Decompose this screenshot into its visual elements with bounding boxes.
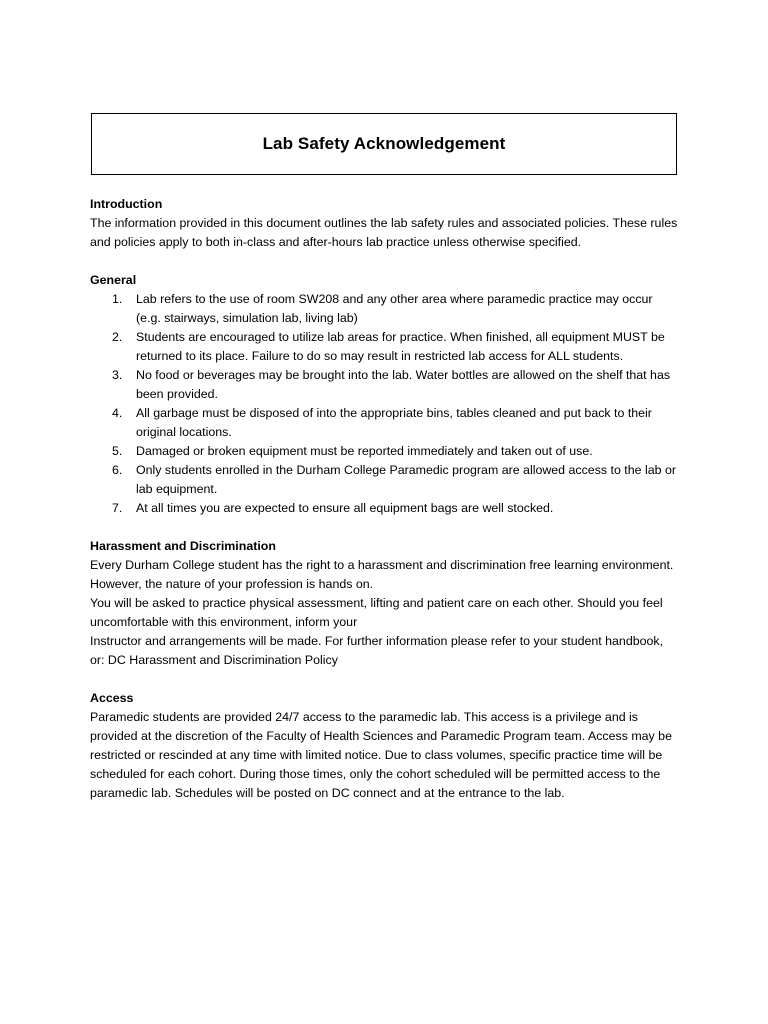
list-item-number: 3. [112, 368, 123, 382]
section-heading: General [90, 273, 137, 287]
list-item-text: Damaged or broken equipment must be reported immediately and taken out of use. [136, 444, 593, 458]
section-paragraph: The information provided in this document outlines the lab safety rules and associated policies. These rules and policies apply to both in-class and after-hours lab practice unless otherwise specified. [90, 216, 678, 249]
list-item-text: At all times you are expected to ensure all equipment bags are well stocked. [136, 501, 554, 515]
section-paragraph: Every Durham College student has the right to a harassment and discrimination free learning environment. However, the nature of your profession is hands on. [90, 558, 674, 591]
list-item-text: No food or beverages may be brought into the lab. Water bottles are allowed on the shelf that has been provided. [136, 368, 671, 401]
document-body [90, 195, 680, 822]
section-paragraph: You will be asked to practice physical assessment, lifting and patient care on each other. Should you feel uncomfortable with this environment, inform your [90, 596, 663, 629]
section-paragraph: Instructor and arrangements will be made. For further information please refer to your student handbook, or: DC Harassment and Discrimination Policy [90, 634, 664, 667]
section-heading: Introduction [90, 197, 163, 211]
section-access [90, 689, 680, 803]
list-item-number: 2. [112, 330, 123, 344]
list-item-text: All garbage must be disposed of into the appropriate bins, tables cleaned and put back to their original locations. [136, 406, 652, 439]
list-item-text: Students are encouraged to utilize lab areas for practice. When finished, all equipment MUST be returned to its place. Failure to do so may result in restricted lab access for ALL students. [136, 330, 665, 363]
list-item-number: 1. [112, 292, 123, 306]
section-harassment [90, 537, 680, 670]
section-heading: Harassment and Discrimination [90, 539, 276, 553]
list-item-number: 4. [112, 406, 123, 420]
general-rules-list [90, 290, 680, 518]
list-item-number: 5. [112, 444, 123, 458]
list-item [90, 366, 680, 404]
section-paragraph: Paramedic students are provided 24/7 access to the paramedic lab. This access is a privilege and is provided at the discretion of the Faculty of Health Sciences and Paramedic Program team. Access may be restricted or rescinded at any time with limited notice. Due to class volumes, specific practice time will be scheduled for each cohort. During those times, only the cohort scheduled will be permitted access to the paramedic lab. Schedules will be posted on DC connect and at the entrance to the lab. [90, 710, 672, 800]
title-box [91, 113, 677, 175]
list-item [90, 290, 680, 328]
list-item [90, 328, 680, 366]
list-item-text: Lab refers to the use of room SW208 and any other area where paramedic practice may occur (e.g. stairways, simulation lab, living lab) [136, 292, 653, 325]
list-item [90, 499, 680, 518]
list-item-number: 6. [112, 463, 123, 477]
section-introduction [90, 195, 680, 252]
list-item-text: Only students enrolled in the Durham College Paramedic program are allowed access to the lab or lab equipment. [136, 463, 676, 496]
section-general [90, 271, 680, 518]
section-heading: Access [90, 691, 134, 705]
list-item [90, 461, 680, 499]
document-title: Lab Safety Acknowledgement [262, 134, 506, 153]
list-item [90, 404, 680, 442]
list-item-number: 7. [112, 501, 123, 515]
list-item [90, 442, 680, 461]
